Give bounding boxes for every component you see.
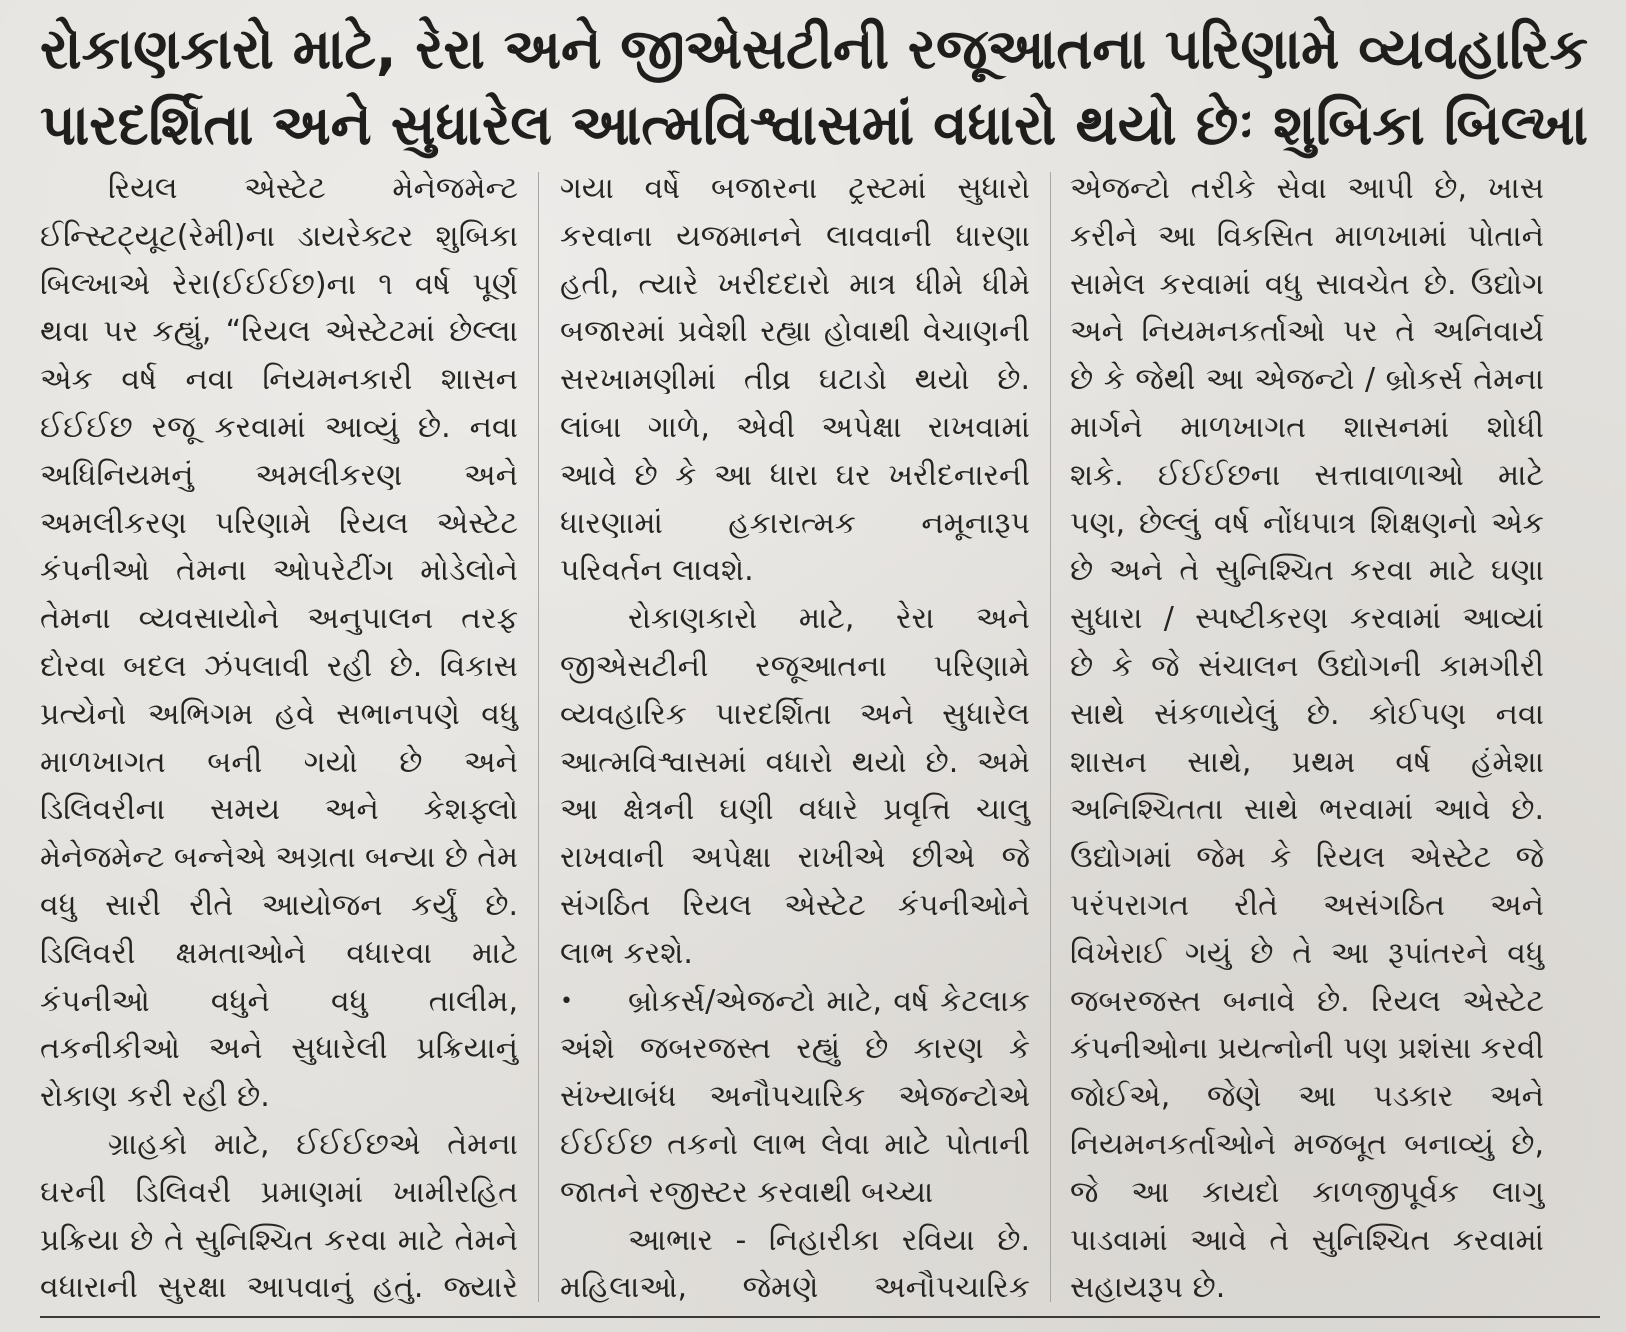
body-text-line — [1070, 1169, 1544, 1217]
body-text-line — [560, 547, 1030, 595]
line-text: અંશે જબરજસ્ત રહ્યું છે કારણ કે — [560, 1031, 1030, 1067]
body-text-line — [40, 834, 518, 882]
line-text: થવા પર કહ્યું, “રિયલ એસ્ટેટમાં છેલ્લા — [40, 314, 518, 350]
body-text-line — [560, 739, 1030, 787]
body-text-line — [1070, 547, 1544, 595]
line-text: રાખવાની અપેક્ષા રાખીએ છીએ જે — [560, 840, 1030, 876]
body-text-line — [40, 356, 518, 404]
body-text-line — [1070, 739, 1544, 787]
line-text: ઈઈઈછ રજૂ કરવામાં આવ્યું છે. નવા — [40, 409, 518, 445]
body-text-line — [1070, 882, 1544, 930]
body-text-line — [560, 261, 1030, 309]
headline — [40, 12, 1588, 164]
line-text: જોઈએ, જેણે આ પડકાર અને — [1070, 1079, 1544, 1115]
headline-text: પારદર્શિતા અને સુધારેલ આત્મવિશ્વાસમાં વધારો થયો છેઃ શુબિકા બિલ્ખા — [40, 93, 1588, 158]
body-text-line — [40, 261, 518, 309]
line-text: ગયા વર્ષે બજારના ટ્રસ્ટમાં સુધારો — [560, 171, 1030, 206]
line-text: વિખેરાઈ ગયું છે તે આ રૂપાંતરને વધુ — [1070, 935, 1544, 971]
line-text: જીએસટીની રજૂઆતના પરિણામે — [560, 648, 1030, 684]
line-text: ડિલિવરીના સમય અને કેશફ્લો — [40, 792, 518, 828]
body-text-line — [1070, 691, 1544, 739]
line-text: છે અને તે સુનિશ્ચિત કરવા માટે ઘણા — [1070, 553, 1544, 589]
line-text: અમલીકરણ પરિણામે રિયલ એસ્ટેટ — [40, 505, 518, 541]
body-text-line — [40, 691, 518, 739]
body-text-line — [560, 1025, 1030, 1073]
line-text: ડિલિવરી ક્ષમતાઓને વધારવા માટે — [40, 935, 518, 971]
body-text-line — [560, 213, 1030, 261]
body-text-line — [560, 452, 1030, 500]
line-text: સરખામણીમાં તીવ્ર ઘટાડો થયો છે. — [560, 362, 1030, 398]
body-text-line — [1070, 1025, 1544, 1073]
body-text-line — [1070, 1217, 1544, 1265]
column-divider — [1050, 172, 1051, 1302]
body-text-line — [560, 595, 1030, 643]
line-text: રિયલ એસ્ટેટ મેનેજમેન્ટ — [108, 171, 518, 206]
line-text: લાભ કરશે. — [560, 935, 693, 971]
body-text-line — [560, 1169, 1030, 1217]
body-text-line — [1070, 1264, 1544, 1312]
line-text: શાસન સાથે, પ્રથમ વર્ષ હંમેશા — [1070, 744, 1544, 780]
line-text: અનિશ્ચિતતા સાથે ભરવામાં આવે છે. — [1070, 792, 1544, 828]
body-text-line — [40, 547, 518, 595]
body-text-line — [560, 1121, 1030, 1169]
line-text: સુધારા / સ્પષ્ટીકરણ કરવામાં આવ્યાં — [1070, 601, 1544, 637]
body-text-line — [40, 1264, 518, 1312]
line-text: કંપનીઓ તેમના ઓપરેટીંગ મોડેલોને — [40, 553, 518, 589]
line-text: પ્રક્રિયા છે તે સુનિશ્ચિત કરવા માટે તેમને — [40, 1222, 518, 1258]
body-text-line — [1070, 834, 1544, 882]
line-text: છે કે જેથી આ એજન્ટો / બ્રોકર્સ તેમના — [1070, 362, 1544, 398]
line-text: લાંબા ગાળે, એવી અપેક્ષા રાખવામાં — [560, 409, 1030, 445]
body-text-line — [40, 643, 518, 691]
headline-text: રોકાણકારો માટે, રેરા અને જીએસટીની રજૂઆતના પરિણામે વ્યવહારિક — [40, 17, 1588, 82]
line-text: સાથે સંકળાયેલું છે. કોઈપણ નવા — [1070, 696, 1544, 732]
line-text: નિયમનકર્તાઓને મજબૂત બનાવ્યું છે, — [1070, 1126, 1544, 1162]
line-text: જાતને રજીસ્ટર કરવાથી બચ્યા — [560, 1174, 934, 1210]
line-text: મેનેજમેન્ટ બન્નેએ અગ્રતા બન્યા છે તેમ — [40, 840, 518, 876]
body-text-line — [1070, 1121, 1544, 1169]
line-text: આત્મવિશ્વાસમાં વધારો થયો છે. અમે — [560, 744, 1030, 780]
line-text: તકનીકીઓ અને સુધારેલી પ્રક્રિયાનું — [40, 1031, 518, 1067]
article-column-2 — [560, 165, 1030, 1312]
bottom-rule — [40, 1316, 1600, 1318]
body-text-line — [560, 691, 1030, 739]
body-text-line — [560, 356, 1030, 404]
body-text-line — [1070, 643, 1544, 691]
body-text-line — [560, 1217, 1030, 1265]
body-text-line — [40, 1121, 518, 1169]
line-text: કંપનીઓ વધુને વધુ તાલીમ, — [40, 983, 518, 1019]
body-text-line — [40, 1025, 518, 1073]
body-text-line — [560, 1264, 1030, 1312]
line-text: વ્યવહારિક પારદર્શિતા અને સુધારેલ — [560, 696, 1030, 732]
body-text-line — [1070, 213, 1544, 261]
body-text-line — [40, 978, 518, 1026]
body-text-line — [560, 308, 1030, 356]
line-text: કંપનીઓના પ્રયત્નોની પણ પ્રશંસા કરવી — [1070, 1031, 1544, 1067]
line-text: એક વર્ષ નવા નિયમનકારી શાસન — [40, 362, 518, 398]
body-text-line — [40, 1073, 518, 1121]
column-divider — [538, 172, 539, 1302]
line-text: અધિનિયમનું અમલીકરણ અને — [40, 457, 518, 493]
line-text: માળખાગત બની ગયો છે અને — [40, 744, 518, 780]
body-text-line — [1070, 595, 1544, 643]
body-text-line — [560, 500, 1030, 548]
body-text-line — [1070, 786, 1544, 834]
line-text: બિલ્ખાએ રેરા(ઈઈઈછ)ના ૧ વર્ષ પૂર્ણ — [40, 266, 518, 302]
body-text-line — [1070, 452, 1544, 500]
body-text-line — [560, 834, 1030, 882]
line-text: પ્રત્યેનો અભિગમ હવે સભાનપણે વધુ — [40, 696, 518, 732]
body-text-line — [40, 930, 518, 978]
line-text: મહિલાઓ, જેમણે અનૌપચારિક — [560, 1270, 1030, 1306]
line-text: ઈન્સ્ટિટ્યૂટ(રેમી)ના ડાયરેક્ટર શુબિકા — [40, 218, 518, 254]
body-text-line — [1070, 261, 1544, 309]
line-text: અને નિયમનકર્તાઓ પર તે અનિવાર્ય — [1070, 314, 1544, 350]
line-text: આભાર - નિહારીકા રવિયા છે. — [628, 1222, 1030, 1258]
line-text: કરવાના યજમાનને લાવવાની ધારણા — [560, 218, 1030, 254]
line-text: આવે છે કે આ ધારા ઘર ખરીદનારની — [560, 457, 1030, 493]
line-text: શકે. ઈઈઈછના સત્તાવાળાઓ માટે — [1070, 457, 1544, 493]
line-text: સંગઠિત રિયલ એસ્ટેટ કંપનીઓને — [560, 887, 1030, 923]
line-text: સહાયરૂપ છે. — [1070, 1270, 1226, 1306]
body-text-line — [1070, 500, 1544, 548]
line-text: જબરજસ્ત બનાવે છે. રિયલ એસ્ટેટ — [1070, 983, 1544, 1019]
body-text-line — [560, 882, 1030, 930]
line-text: પરિવર્તન લાવશે. — [560, 553, 754, 589]
line-text: બ્રોકર્સ/એજન્ટો માટે, વર્ષ કેટલાક — [628, 983, 1030, 1019]
body-text-line — [560, 786, 1030, 834]
body-text-line — [1070, 165, 1544, 213]
body-text-line — [40, 1217, 518, 1265]
body-text-line — [1070, 978, 1544, 1026]
body-text-line — [560, 930, 1030, 978]
line-text: ઈઈઈછ તકનો લાભ લેવા માટે પોતાની — [560, 1126, 1030, 1162]
body-text-line — [1070, 356, 1544, 404]
line-text: સંખ્યાબંધ અનૌપચારિક એજન્ટોએ — [560, 1079, 1030, 1115]
line-text: જે આ કાયદો કાળજીપૂર્વક લાગુ — [1070, 1174, 1544, 1210]
body-text-line — [1070, 308, 1544, 356]
line-text: બજારમાં પ્રવેશી રહ્યા હોવાથી વેચાણની — [560, 314, 1030, 350]
line-text: પરંપરાગત રીતે અસંગઠિત અને — [1070, 887, 1544, 923]
line-text: છે કે જે સંચાલન ઉદ્યોગની કામગીરી — [1070, 648, 1544, 684]
line-text: કરીને આ વિકસિત માળખામાં પોતાને — [1070, 218, 1544, 254]
line-text: પણ, છેલ્લું વર્ષ નોંધપાત્ર શિક્ષણનો એક — [1070, 505, 1544, 541]
body-text-line — [560, 978, 1030, 1026]
line-text: ઉદ્યોગમાં જેમ કે રિયલ એસ્ટેટ જે — [1070, 840, 1544, 876]
body-text-line — [40, 1169, 518, 1217]
body-text-line — [560, 404, 1030, 452]
body-text-line — [40, 500, 518, 548]
headline-line-2 — [40, 88, 1588, 164]
body-text-line — [40, 786, 518, 834]
line-text: એજન્ટો તરીકે સેવા આપી છે, ખાસ — [1070, 171, 1544, 206]
line-text: માર્ગને માળખાગત શાસનમાં શોધી — [1070, 409, 1544, 445]
body-text-line — [1070, 930, 1544, 978]
headline-line-1 — [40, 12, 1588, 88]
body-text-line — [1070, 404, 1544, 452]
line-text: ધારણામાં હકારાત્મક નમૂનારૂપ — [560, 505, 1030, 541]
line-text: ગ્રાહકો માટે, ઈઈઈછએ તેમના — [108, 1126, 518, 1162]
line-text: રોકાણ કરી રહી છે. — [40, 1079, 270, 1115]
line-text: વધારાની સુરક્ષા આપવાનું હતું. જ્યારે — [40, 1270, 518, 1306]
article-column-1 — [40, 165, 518, 1312]
body-text-line — [560, 643, 1030, 691]
bullet-marker: • — [560, 988, 573, 1014]
article-column-3 — [1070, 165, 1544, 1312]
body-text-line — [40, 404, 518, 452]
body-text-line — [40, 595, 518, 643]
body-text-line — [40, 308, 518, 356]
line-text: આ ક્ષેત્રની ઘણી વધારે પ્રવૃત્તિ ચાલુ — [560, 792, 1030, 828]
body-text-line — [1070, 1073, 1544, 1121]
body-text-line — [40, 165, 518, 213]
body-text-line — [560, 165, 1030, 213]
line-text: હતી, ત્યારે ખરીદદારો માત્ર ધીમે ધીમે — [560, 266, 1030, 302]
body-text-line — [40, 882, 518, 930]
body-text-line — [40, 452, 518, 500]
body-text-line — [40, 739, 518, 787]
line-text: તેમના વ્યવસાયોને અનુપાલન તરફ — [40, 601, 518, 637]
line-text: પાડવામાં આવે તે સુનિશ્ચિત કરવામાં — [1070, 1222, 1544, 1258]
line-text: વધુ સારી રીતે આયોજન કર્યું છે. — [40, 887, 518, 923]
line-text: ઘરની ડિલિવરી પ્રમાણમાં ખામીરહિત — [40, 1174, 518, 1210]
line-text: સામેલ કરવામાં વધુ સાવચેત છે. ઉદ્યોગ — [1070, 266, 1544, 302]
line-text: દોરવા બદલ ઝંપલાવી રહી છે. વિકાસ — [40, 648, 518, 684]
body-text-line — [560, 1073, 1030, 1121]
body-text-line — [40, 213, 518, 261]
line-text: રોકાણકારો માટે, રેરા અને — [628, 601, 1030, 637]
